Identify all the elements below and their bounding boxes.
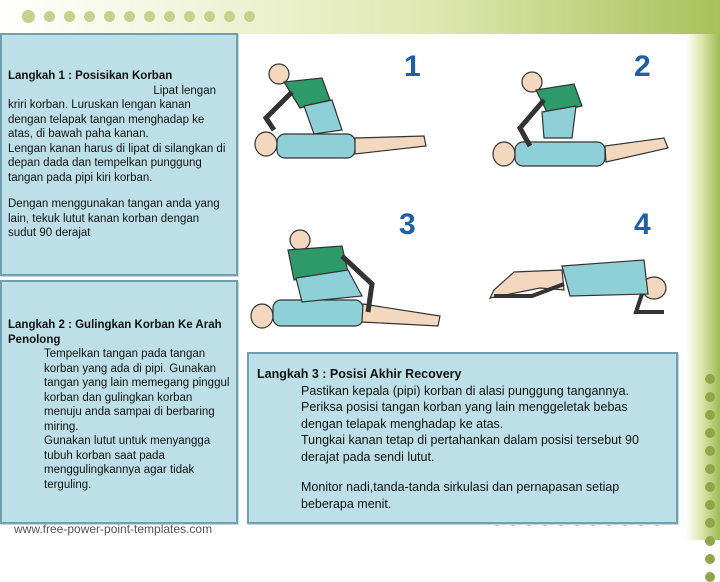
step1-paragraph: kriri korban. Luruskan lengan kanan dengan telapak tangan menghadap ke atas, di bawah paha kanan.: [8, 99, 205, 140]
rescuer-arm: [520, 100, 544, 146]
victim-legs: [355, 136, 426, 154]
panel-2: [493, 50, 668, 166]
decor-dot: [44, 11, 55, 22]
victim-torso: [273, 300, 363, 326]
panel-number: 4: [634, 208, 651, 241]
rescuer-legs: [542, 106, 576, 138]
decor-dot: [705, 554, 715, 564]
step3-paragraph: Tungkai kanan tetap di pertahankan dalam posisi tersebut 90 derajat pada sendi lutut.: [301, 433, 639, 464]
decor-dot: [705, 536, 715, 546]
decor-dot: [705, 410, 715, 420]
panel-number: 3: [399, 208, 416, 241]
victim-torso: [277, 134, 355, 158]
rescuer-head: [290, 230, 310, 250]
decor-dot: [244, 11, 255, 22]
step3-textbox: [247, 352, 678, 524]
decor-dot: [705, 464, 715, 474]
victim-legs: [362, 304, 440, 326]
step3-title: Langkah 3 : Posisi Akhir Recovery: [257, 367, 462, 381]
step1-paragraph: Lengan kanan harus di lipat di silangkan di depan dada dan tempelkan punggung tangan pada pipi kiri korban.: [8, 142, 226, 184]
panel-4: [490, 208, 666, 312]
recovery-position-illustration: [244, 34, 686, 342]
decor-dot: [104, 11, 115, 22]
panel-1: [255, 50, 426, 158]
step2-textbox: [0, 280, 238, 524]
decor-dot: [144, 11, 155, 22]
step1-title: Langkah 1 : Posisikan Korban: [8, 70, 173, 82]
panel-number: 2: [634, 50, 651, 83]
rescuer-legs: [304, 100, 342, 134]
decor-dot: [705, 374, 715, 384]
decor-dot: [84, 11, 95, 22]
top-decorative-bar: [0, 0, 720, 34]
victim-head: [251, 304, 273, 328]
victim-legs: [605, 138, 668, 162]
decor-dot: [705, 518, 715, 528]
panel-number: 1: [404, 50, 421, 83]
decor-dot: [705, 428, 715, 438]
panel-3: [251, 208, 440, 328]
step2-paragraph: Gunakan lutut untuk menyangga tubuh korban saat pada menggulingkannya agar tidak terguling.: [44, 435, 211, 491]
step1-textbox: [0, 33, 238, 276]
victim-head: [255, 132, 277, 156]
decor-dot: [705, 392, 715, 402]
decor-dot: [705, 482, 715, 492]
decor-dot: [705, 446, 715, 456]
illustration-svg: [244, 34, 686, 342]
step1-line-right: Lipat lengan: [153, 84, 216, 97]
decor-dot: [184, 11, 195, 22]
decorative-dots: [22, 10, 255, 23]
decor-dot: [224, 11, 235, 22]
footer-url: www.free-power-point-templates.com: [14, 522, 213, 536]
decor-dot: [164, 11, 175, 22]
victim-torso: [562, 260, 648, 296]
decor-dot: [705, 572, 715, 582]
decor-dot: [204, 11, 215, 22]
rescuer-head: [269, 64, 289, 84]
victim-head: [493, 142, 515, 166]
right-decorative-bar: [686, 34, 720, 540]
decor-dot: [22, 10, 35, 23]
decor-dot: [64, 11, 75, 22]
step2-paragraph: Tempelkan tangan pada tangan korban yang ada di pipi. Gunakan tangan yang lain memegang pinggul korban dan gulingkan korban menuju anda sampai di berbaring miring.: [44, 348, 230, 433]
step3-paragraph: Monitor nadi,tanda-tanda sirkulasi dan pernapasan setiap beberapa menit.: [301, 480, 620, 511]
step3-paragraph: Pastikan kepala (pipi) korban di alasi punggung tangannya. Periksa posisi tangan korban yang lain menggeletak bebas dengan telapak menghadap ke atas.: [301, 383, 630, 431]
rescuer-arm: [266, 92, 292, 130]
decorative-dots: [705, 374, 715, 582]
victim-legs: [490, 270, 564, 298]
decor-dot: [124, 11, 135, 22]
step1-paragraph: Dengan menggunakan tangan anda yang lain, tekuk lutut kanan korban dengan sudut 90 derajat: [8, 198, 220, 239]
step2-title: Langkah 2 : Gulingkan Korban Ke Arah Penolong: [8, 319, 222, 346]
decor-dot: [705, 500, 715, 510]
